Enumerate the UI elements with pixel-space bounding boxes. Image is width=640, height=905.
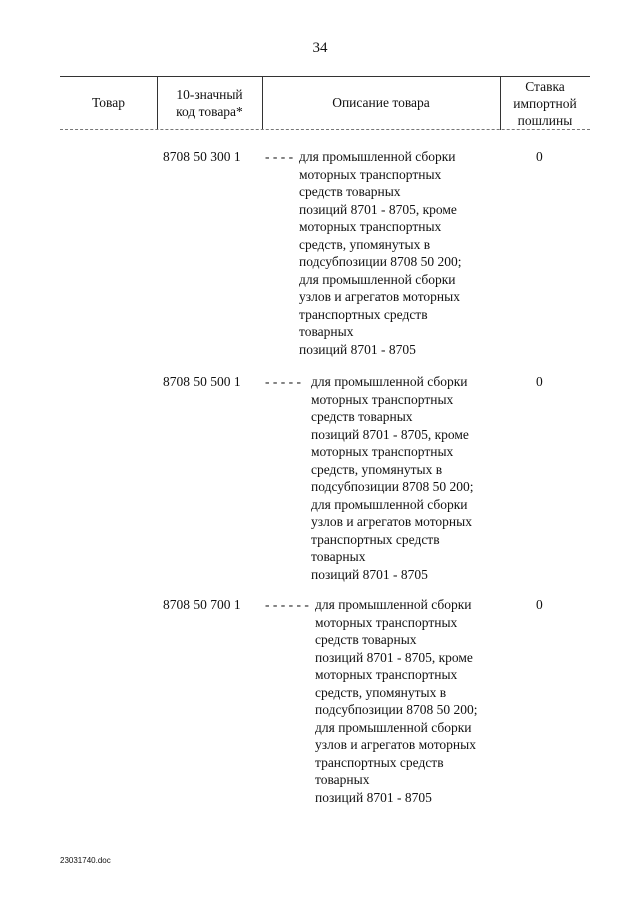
column-header-rate-line2: импортной [513, 96, 577, 111]
description-line: средств товарных [299, 184, 401, 199]
description-line: средств, упомянутых в [315, 684, 447, 700]
import-duty-rate: 0 [536, 597, 543, 612]
column-header-rate-line1: Ставка [525, 79, 565, 94]
tariff-code: 8708 50 300 1 [163, 149, 241, 164]
column-header-tovar: Товар [92, 95, 125, 110]
level-dashes: - - - - - - [265, 597, 309, 612]
level-dashes: - - - - - [265, 374, 301, 389]
description-line: моторных транспортных [299, 219, 442, 234]
description-line: моторных транспортных [311, 391, 454, 407]
description-line: моторных транспортных [315, 667, 458, 682]
description-line: средств товарных [311, 409, 413, 424]
description-line: транспортных средств [311, 531, 440, 547]
description-line: моторных транспортных [299, 166, 442, 182]
tariff-code: 8708 50 700 1 [163, 597, 241, 612]
description-line: для промышленной сборки [311, 496, 468, 512]
description-line: подсубпозиции 8708 50 200; [315, 702, 478, 717]
column-header-description: Описание товара [332, 95, 430, 110]
description-line: для промышленной сборки [299, 149, 456, 164]
product-description [315, 596, 555, 806]
description-line: моторных транспортных [311, 444, 454, 459]
description-line: позиций 8701 - 8705 [299, 341, 416, 357]
column-header-rate-line3: пошлины [517, 113, 573, 128]
description-line: для промышленной сборки [311, 374, 468, 389]
description-line: узлов и агрегатов моторных [315, 737, 476, 752]
table-header-top-rule [60, 76, 590, 77]
description-line: позиций 8701 - 8705, кроме [311, 426, 469, 442]
level-dashes: - - - - [265, 149, 294, 164]
description-line: товарных [299, 324, 354, 339]
description-line: средств товарных [315, 632, 417, 647]
description-line: для промышленной сборки [315, 719, 472, 735]
description-line: средств, упомянутых в [311, 461, 443, 477]
description-line: средств, упомянутых в [299, 236, 431, 252]
import-duty-rate: 0 [536, 374, 543, 389]
document-filename: 23031740.doc [60, 856, 111, 865]
description-line: транспортных средств [299, 306, 428, 322]
description-line: узлов и агрегатов моторных [311, 514, 472, 529]
page-number: 34 [312, 40, 328, 56]
description-line: товарных [315, 772, 370, 787]
description-line: подсубпозиции 8708 50 200; [311, 479, 474, 494]
description-line: позиций 8701 - 8705 [311, 566, 428, 582]
table-header-bottom-rule [60, 129, 590, 130]
column-header-code [157, 86, 262, 120]
column-header-code-line1: 10-значный [176, 87, 243, 102]
description-line: товарных [311, 549, 366, 564]
description-line: моторных транспортных [315, 614, 458, 630]
description-line: для промышленной сборки [299, 271, 456, 287]
description-line: позиций 8701 - 8705 [315, 789, 432, 805]
description-line: узлов и агрегатов моторных [299, 289, 460, 304]
product-description [299, 148, 539, 358]
description-line: транспортных средств [315, 754, 444, 770]
tariff-code: 8708 50 500 1 [163, 374, 241, 389]
description-line: подсубпозиции 8708 50 200; [299, 254, 462, 269]
description-line: позиций 8701 - 8705, кроме [315, 649, 473, 665]
import-duty-rate: 0 [536, 149, 543, 164]
description-line: для промышленной сборки [315, 597, 472, 612]
column-header-code-line2: код товара* [176, 104, 243, 119]
product-description [311, 373, 551, 583]
description-line: позиций 8701 - 8705, кроме [299, 201, 457, 217]
column-header-rate [500, 78, 590, 129]
